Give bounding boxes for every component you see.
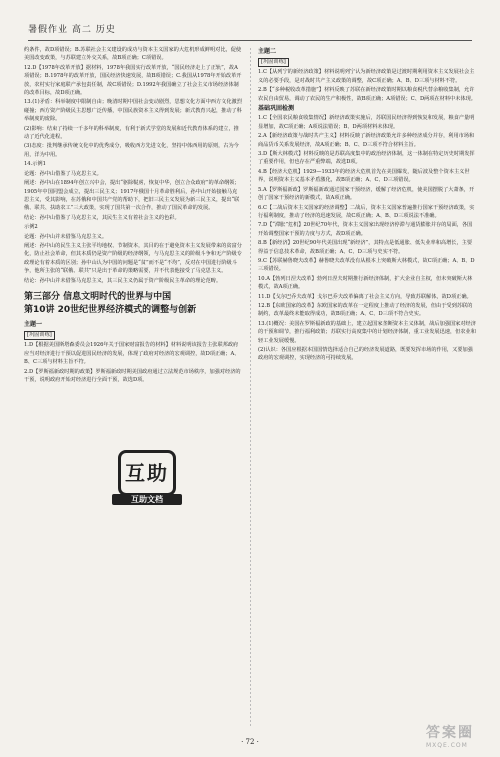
corner-watermark bbox=[426, 722, 496, 752]
answer-paragraph: 论题：孙中山并未借鉴马克思主义。 bbox=[24, 233, 108, 240]
basic-section-title: 基础巩固检测 bbox=[258, 105, 295, 113]
answer-paragraph: 12.D【1978年改革开放】据材料，1978年我国实行改革开放，“国民经济走上了正轨”，故A项错误；B.1978年的改革开放，国民经济快速发展，故B项错误；C.我国从1978年开始改革开放，农村实行家庭联产承包责任制，故C项错误；D.1992年我国确立了社会主义市场经济体制的改革目标，故D项正确。 bbox=[24, 64, 242, 97]
answer-paragraph: 8.B【新经济】20世纪90年代美国出现“新经济”，其特点是低通胀、低失业率和高增长，主要得益于信息技术革命，故B项正确；A、C、D三项与史实不符。 bbox=[258, 240, 473, 255]
answer-paragraph: 13.(1)概况：美国在罗斯福新政的基础上，建立起国家垄断资本主义体制，战后加强国家对经济的干预和调节，推行福利政策；苏联实行高度集中的计划经济体制，重工业发展迅速，但农业和轻工业发展缓慢。 bbox=[258, 320, 476, 344]
stamp-main-text: 互助 bbox=[118, 450, 176, 496]
answer-paragraph: 论题：孙中山借鉴了马克思主义。 bbox=[24, 170, 102, 177]
answer-paragraph: 9.C【苏联赫鲁晓夫改革】赫鲁晓夫改革没有从根本上突破斯大林模式，故C项正确；A、B、D三项错误。 bbox=[258, 257, 475, 273]
page-number: · 72 · bbox=[241, 738, 259, 746]
answer-paragraph: 1.D【根据美国斯塔森委员会1926年关于国家财富报告的材料】材料说明该报告主张联邦政府应当对经济进行干预以促进国民经济的发展，体现了政府对经济的宏观调控，故D项正确；A、B、C三项与材料主旨不符。 bbox=[24, 342, 240, 366]
answer-paragraph: 1.C【从列宁的新经济政策】材料说明列宁认为新经济政策是过渡时期利用资本主义发展社会主义的必要手段，是对战时共产主义政策的调整，故C项正确；A、B、D三项与材料不符。 bbox=[258, 69, 475, 84]
answer-paragraph: (3)态度：批判继承传统文化中的优秀成分，吸收西方先进文化，坚持中体西用的原则，古为今用，洋为中用。 bbox=[24, 143, 239, 158]
part-title: 第三部分 信息文明时代的世界与中国 bbox=[24, 291, 172, 302]
answer-paragraph: 阐述：孙中山在1894年创立兴中会，提出“驱除鞑虏，恢复中华，创立合众政府”的革命纲领；1905年中国同盟会成立，提出三民主义；1917年俄国十月革命胜利后，孙中山开始接触马克思主义，受其影响，在苏俄和中国共产党的帮助下，把旧三民主义发展为新三民主义，提出“联俄、联共、扶助农工”三大政策，实现了国共第一次合作，推动了国民革命的发展。 bbox=[24, 180, 240, 212]
column-divider bbox=[250, 48, 251, 728]
training2-tag: [巩固训练] bbox=[258, 58, 289, 67]
answer-paragraph: 阐述：孙中山的民生主义主张平均地权、节制资本，其目的在于避免资本主义发展带来的贫富分化，防止社会革命，但其本质仍是资产阶级的经济纲领，与马克思主义的阶级斗争和无产阶级专政理论有着本质的区别；孙中山认为中国的问题是“贫”而不是“不均”，反对在中国进行阶级斗争，他所主张的“联俄、联共”只是出于革命的策略需要，并不代表他接受了马克思主义。 bbox=[24, 242, 242, 275]
topic2-heading: 主题二 bbox=[258, 48, 277, 55]
topic1-heading: 主题一 bbox=[24, 320, 43, 328]
answer-paragraph: 11.D【戈尔巴乔夫改革】戈尔巴乔夫改革偏离了社会主义方向，导致苏联解体，故D项正确。 bbox=[258, 293, 472, 300]
basic-paragraphs bbox=[258, 114, 476, 362]
answer-paragraph: 结论：孙中山并未借鉴马克思主义，其三民主义仍属于资产阶级民主革命的理论范畴。 bbox=[24, 277, 222, 284]
header-title: 暑假作业 高二 历史 bbox=[28, 25, 116, 35]
training1-tag: [巩固训练] bbox=[24, 331, 55, 340]
answer-paragraph: 2.A【新经济政策与战时共产主义】材料反映了新经济政策允许多种经济成分并存，利用市场和商品货币关系发展经济，故A项正确；B、C、D三项不符合材料主旨。 bbox=[258, 133, 475, 148]
answer-paragraph: 4.B【经济大危机】1929—1933年的经济大危机首先在美国爆发，随后波及整个资本主义世界，说明资本主义基本矛盾激化，故B项正确；A、C、D三项错误。 bbox=[258, 168, 470, 184]
page-header bbox=[28, 22, 472, 41]
answer-paragraph: 2.B【“多种税收改革措施”】材料反映了苏联在新经济政策时期以粮食税代替余粮收集制，允许农民自由贸易，调动了农民的生产积极性，故B项正确；A项错误；C、D两项在材料中未体现。 bbox=[258, 87, 476, 102]
answer-paragraph: 13.(1)矛盾：科举制度中限制自由；晚清时期中国社会变动剧烈，思想文化方面中西方文化激烈碰撞；西方资产阶级民主思想广泛传播，中国民族资本主义得到发展；新式教育兴起，推动了科举制度的废除。 bbox=[24, 99, 242, 123]
right-paragraphs bbox=[258, 68, 476, 103]
answer-paragraph: 7.D【“滞胀”危机】20世纪70年代，资本主义国家出现经济停滞与通货膨胀并存的局面，各国开始调整国家干预的力度与方式，故D项正确。 bbox=[258, 222, 473, 237]
watermark-stamp bbox=[112, 450, 182, 510]
answer-paragraph: 6.C【二战后资本主义国家的经济调整】二战后，资本主义国家普遍推行国家干预经济政策，实行福利制度，推动了经济的迅速发展，故C项正确；A、B、D三项说法不准确。 bbox=[258, 204, 475, 219]
answer-paragraph: 结论：孙中山借鉴了马克思主义，其民生主义有着社会主义的色彩。 bbox=[24, 214, 180, 221]
answer-paragraph: 5.A【罗斯福新政】罗斯福新政通过国家干预经济，缓解了经济危机，使美国摆脱了大萧条，开创了国家干预经济的新模式，故A项正确。 bbox=[258, 186, 475, 202]
answer-paragraph: 10.A【勃列日涅夫改革】勃列日涅夫时期推行新经济体制，扩大企业自主权，但未突破斯大林模式，故A项正确。 bbox=[258, 275, 473, 291]
lesson-title: 第10讲 20世纪世界经济模式的调整与创新 bbox=[24, 304, 197, 315]
answer-paragraph: 14.示例1 bbox=[24, 161, 46, 168]
left-paragraphs bbox=[24, 46, 242, 285]
answer-paragraph: 示例2 bbox=[24, 224, 38, 231]
answer-paragraph: 2.D【罗斯福新政时期的政策】罗斯福新政时期美国政府通过立法规范市场秩序，加强对经济的干预，说明政府开始对经济进行全面干预，故选D项。 bbox=[24, 368, 241, 383]
left-tail-paragraphs bbox=[24, 341, 242, 384]
corner-watermark-top: 答案圈 bbox=[426, 725, 474, 741]
corner-watermark-bottom: MXQE.COM bbox=[426, 742, 468, 749]
stamp-sub-text: 互助文档 bbox=[112, 494, 182, 505]
right-column bbox=[258, 46, 476, 736]
left-column bbox=[24, 46, 242, 736]
answer-paragraph: 12.B【东欧国家的改革】东欧国家的改革在一定程度上推动了经济的发展，但由于受到苏联的制约，改革最终未能取得成功，故B项正确；A、C、D三项不符合史实。 bbox=[258, 302, 473, 318]
answer-paragraph: 约条件，故D项错误；B.苏联社会主义建设的成功与资本主义国家的大危机形成鲜明对比，促使美国改变政策，与苏联建立外交关系，故B项正确；C项错误。 bbox=[24, 47, 242, 62]
answer-paragraph: (2)影响：结束了持续一千多年的科举制度，有利于新式学堂的发展和近代教育体系的建立，推动了近代化进程。 bbox=[24, 125, 239, 141]
answer-paragraph: 3.D【斯大林模式】材料反映的是苏联高度集中的政治经济体制，这一体制在特定历史时期发挥了重要作用，但也存在严重弊端，故选D项。 bbox=[258, 151, 475, 166]
answer-paragraph: (2)认识：各国应根据本国国情选择适合自己的经济发展道路，既要发挥市场的作用，又要加强政府的宏观调控，实现经济的可持续发展。 bbox=[258, 347, 473, 362]
answer-paragraph: 1.C【全国农民粮食收集情况】新经济政策实施后，苏联国民经济得到恢复和发展，粮食产量明显增加，故C项正确；A项说法错误；B、D两项材料未体现。 bbox=[258, 115, 475, 130]
